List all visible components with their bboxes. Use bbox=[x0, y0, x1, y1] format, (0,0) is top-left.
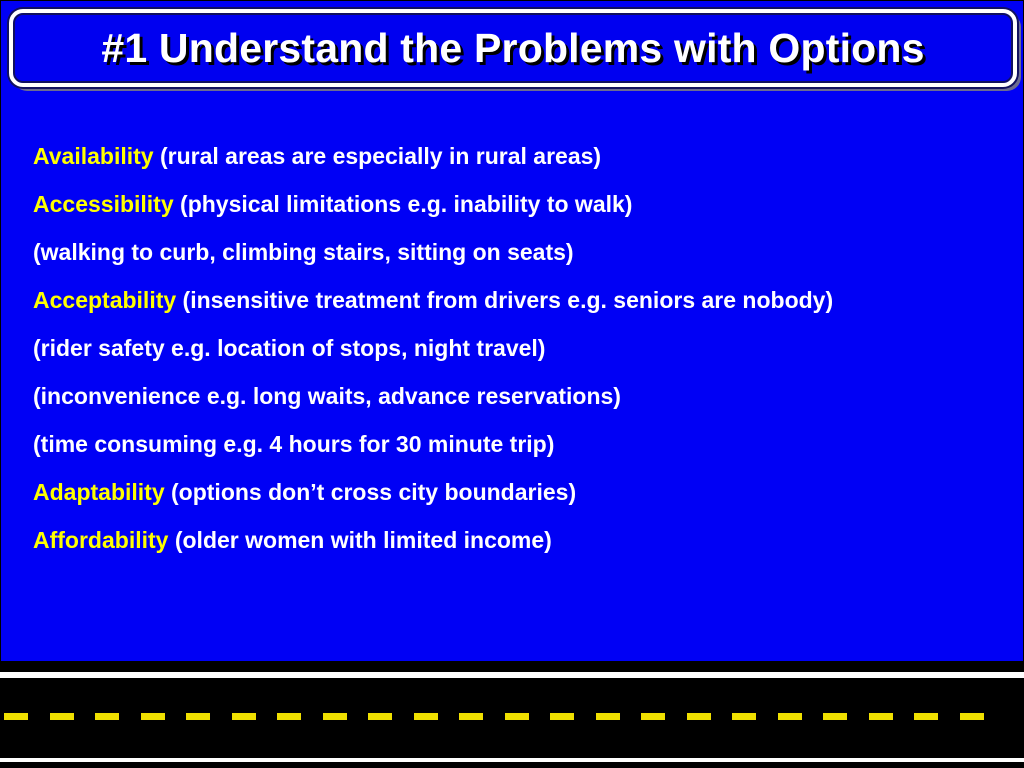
list-item bbox=[33, 378, 1023, 426]
road-dash bbox=[641, 713, 665, 720]
list-item bbox=[33, 522, 1023, 570]
term-label: Affordability bbox=[33, 527, 169, 553]
road-dash bbox=[4, 713, 28, 720]
road-dash bbox=[277, 713, 301, 720]
road-dash bbox=[823, 713, 847, 720]
road-dash bbox=[141, 713, 165, 720]
list-item bbox=[33, 426, 1023, 474]
road-dash bbox=[232, 713, 256, 720]
problem-list bbox=[33, 138, 1023, 570]
road-dash bbox=[414, 713, 438, 720]
road-dash bbox=[50, 713, 74, 720]
list-item bbox=[33, 330, 1023, 378]
term-description: (physical limitations e.g. inability to walk) bbox=[173, 191, 633, 217]
term-description: (walking to curb, climbing stairs, sitting on seats) bbox=[33, 239, 574, 265]
road-dash bbox=[186, 713, 210, 720]
list-item bbox=[33, 282, 1023, 330]
list-item bbox=[33, 186, 1023, 234]
term-label: Availability bbox=[33, 143, 154, 169]
road-dash bbox=[323, 713, 347, 720]
road-dash bbox=[368, 713, 392, 720]
road-dash bbox=[550, 713, 574, 720]
road-footer-decoration bbox=[0, 662, 1024, 768]
term-description: (rural areas are especially in rural areas) bbox=[153, 143, 602, 169]
road-dash bbox=[914, 713, 938, 720]
road-edge-line-top bbox=[0, 672, 1024, 678]
road-dash bbox=[95, 713, 119, 720]
road-dash bbox=[596, 713, 620, 720]
term-description: (time consuming e.g. 4 hours for 30 minute trip) bbox=[33, 431, 555, 457]
term-description: (inconvenience e.g. long waits, advance reservations) bbox=[33, 383, 621, 409]
road-center-dashed-line bbox=[0, 713, 1024, 720]
road-dash bbox=[459, 713, 483, 720]
road-dash bbox=[732, 713, 756, 720]
term-description: (older women with limited income) bbox=[168, 527, 552, 553]
term-description: (rider safety e.g. location of stops, night travel) bbox=[33, 335, 546, 361]
term-label: Acceptability bbox=[33, 287, 177, 313]
road-dash bbox=[687, 713, 711, 720]
term-description: (insensitive treatment from drivers e.g. seniors are nobody) bbox=[176, 287, 834, 313]
road-edge-line-bottom bbox=[0, 758, 1024, 762]
title-banner bbox=[9, 9, 1017, 87]
road-dash bbox=[960, 713, 984, 720]
list-item bbox=[33, 234, 1023, 282]
term-label: Accessibility bbox=[33, 191, 174, 217]
road-dash bbox=[505, 713, 529, 720]
list-item bbox=[33, 138, 1023, 186]
list-item bbox=[33, 474, 1023, 522]
term-description: (options don’t cross city boundaries) bbox=[164, 479, 577, 505]
slide-title: #1 Understand the Problems with Options bbox=[101, 24, 925, 71]
road-dash bbox=[869, 713, 893, 720]
term-label: Adaptability bbox=[33, 479, 165, 505]
road-dash bbox=[778, 713, 802, 720]
